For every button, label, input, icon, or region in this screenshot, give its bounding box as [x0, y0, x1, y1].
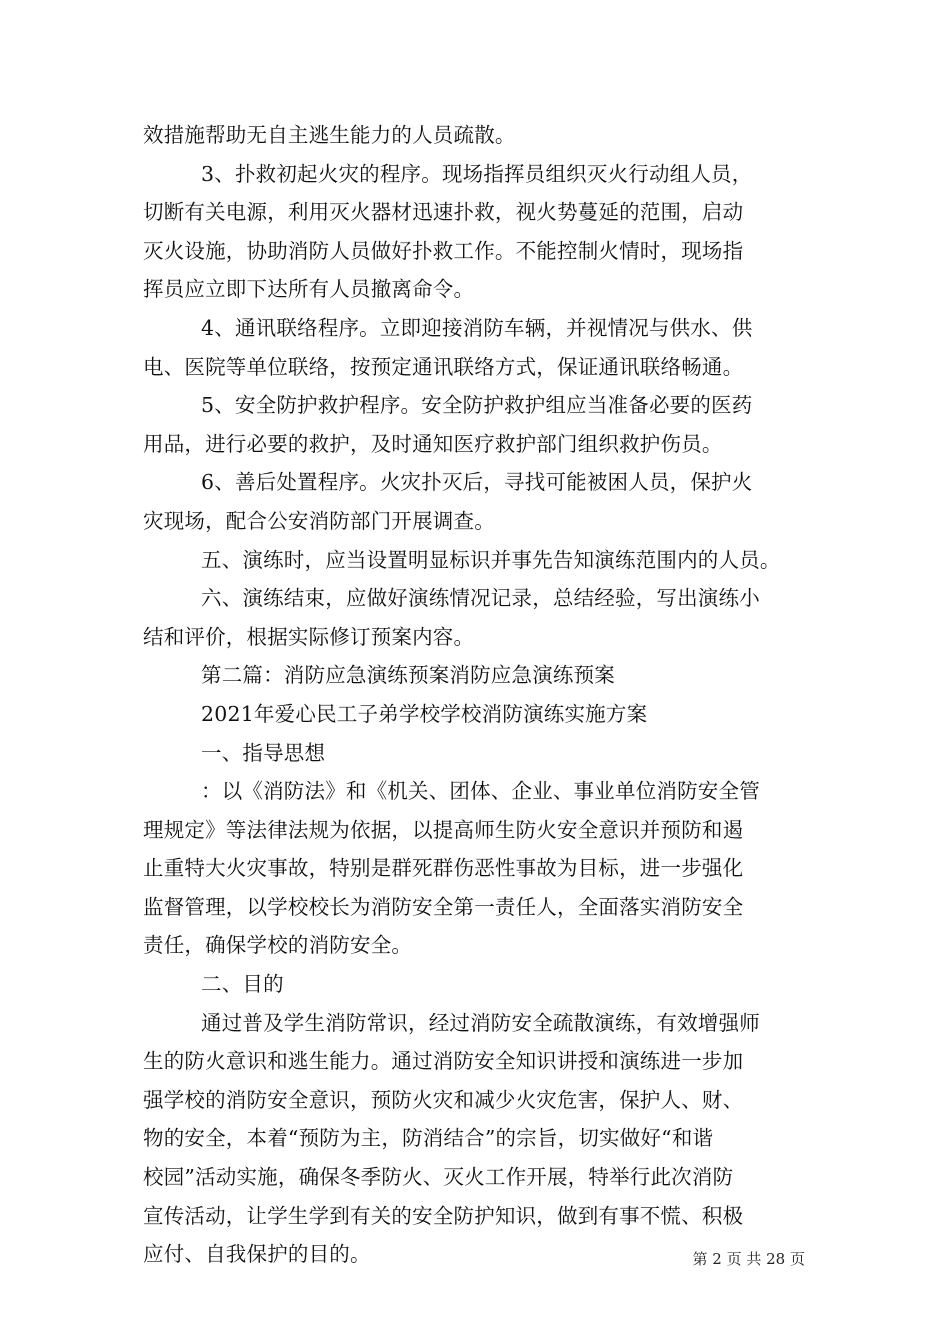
text-line: 用品，进行必要的救护，及时通知医疗救护部门组织救护伤员。 — [143, 431, 723, 456]
text-line: ：以《消防法》和《机关、团体、企业、事业单位消防安全管 — [201, 779, 760, 804]
text-line: 3、扑救初起火灾的程序。现场指挥员组织灭火行动组人员， — [201, 161, 753, 186]
text-line: 5、安全防护救护程序。安全防护救护组应当准备必要的医药 — [201, 393, 753, 418]
text-line: 通过普及学生消防常识，经过消防安全疏散演练，有效增强师 — [201, 1010, 760, 1035]
text-line: 宣传活动，让学生学到有关的安全防护知识，做到有事不慌、积极 — [143, 1203, 744, 1228]
text-line: 生的防火意识和逃生能力。通过消防安全知识讲授和演练进一步加 — [143, 1049, 744, 1074]
text-line: 挥员应立即下达所有人员撤离命令。 — [143, 277, 475, 302]
text-line: 物的安全，本着“预防为主，防消结合”的宗旨，切实做好“和谐 — [143, 1126, 714, 1151]
text-line: 校园”活动实施，确保冬季防火、灭火工作开展，特举行此次消防 — [143, 1165, 734, 1190]
page-number: 第 2 页 共 28 页 — [692, 1250, 805, 1268]
text-line: 六、演练结束，应做好演练情况记录，总结经验，写出演练小 — [201, 586, 760, 611]
text-line: 切断有关电源，利用灭火器材迅速扑救，视火势蔓延的范围，启动 — [143, 200, 744, 225]
document-title: 2021年爱心民工子弟学校学校消防演练实施方案 — [201, 701, 648, 726]
text-line: 止重特大火灾事故，特别是群死群伤恶性事故为目标，进一步强化 — [143, 856, 744, 881]
text-line: 监督管理，以学校校长为消防安全第一责任人，全面落实消防安全 — [143, 894, 744, 919]
text-line: 应付、自我保护的目的。 — [143, 1242, 371, 1267]
text-line: 灾现场，配合公安消防部门开展调查。 — [143, 508, 495, 533]
section-heading: 二、目的 — [201, 972, 284, 997]
section-heading: 第二篇：消防应急演练预案消防应急演练预案 — [201, 663, 615, 688]
text-line: 电、医院等单位联络，按预定通讯联络方式，保证通讯联络畅通。 — [143, 354, 744, 379]
text-line: 强学校的消防安全意识，预防火灾和减少火灾危害，保护人、财、 — [143, 1087, 744, 1112]
text-line: 理规定》等法律法规为依据，以提高师生防火安全意识并预防和遏 — [143, 817, 744, 842]
text-line: 4、通讯联络程序。立即迎接消防车辆，并视情况与供水、供 — [201, 315, 753, 340]
text-line: 灭火设施，协助消防人员做好扑救工作。不能控制火情时，现场指 — [143, 238, 744, 263]
text-line: 五、演练时，应当设置明显标识并事先告知演练范围内的人员。 — [201, 547, 781, 572]
text-line: 责任，确保学校的消防安全。 — [143, 933, 413, 958]
text-line: 结和评价，根据实际修订预案内容。 — [143, 624, 475, 649]
document-body — [143, 116, 809, 1274]
text-line: 效措施帮助无自主逃生能力的人员疏散。 — [143, 123, 516, 147]
text-line: 6、善后处置程序。火灾扑灭后，寻找可能被困人员，保护火 — [201, 470, 753, 495]
section-heading: 一、指导思想 — [201, 740, 326, 765]
